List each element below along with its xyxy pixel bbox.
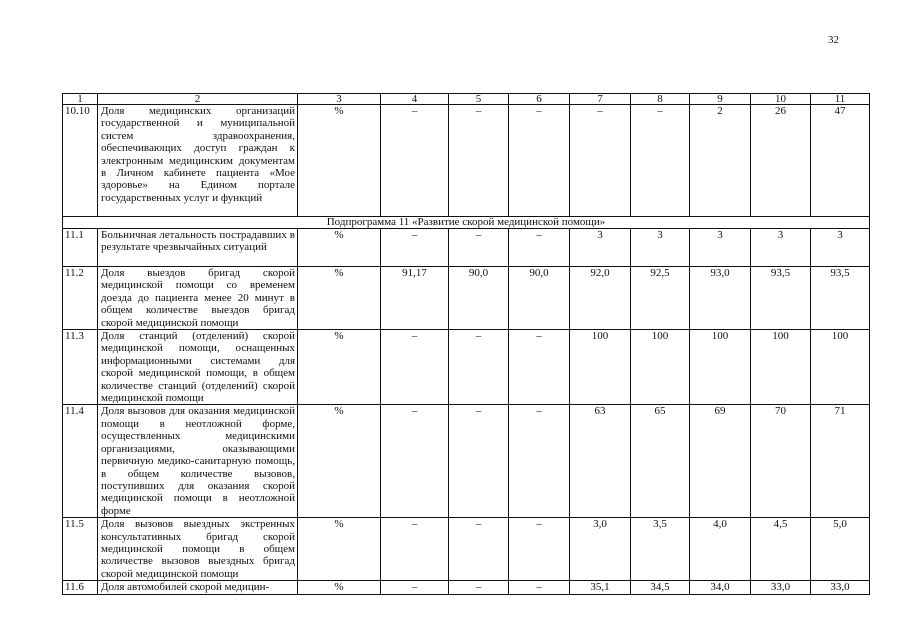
row-unit: %: [298, 581, 381, 594]
row-value: –: [631, 105, 690, 217]
row-value: 100: [631, 330, 690, 405]
row-value: 3,0: [570, 518, 631, 581]
row-id: 10.10: [63, 105, 98, 217]
row-value: –: [449, 405, 509, 518]
row-value: 3: [751, 229, 811, 267]
row-unit: %: [298, 229, 381, 267]
row-value: 71: [811, 405, 870, 518]
row-value: –: [381, 105, 449, 217]
row-description: Доля вызовов выездных экстренных консультативных бригад скорой медицинской помощи в общем количестве вызовов выездных бригад скорой медицинской помощи: [98, 518, 298, 581]
row-value: 47: [811, 105, 870, 217]
row-id: 11.4: [63, 405, 98, 518]
row-unit: %: [298, 405, 381, 518]
row-value: 70: [751, 405, 811, 518]
column-number: 2: [98, 94, 298, 105]
column-number: 6: [509, 94, 570, 105]
indicator-table: [62, 93, 870, 595]
row-value: 3: [631, 229, 690, 267]
column-number: 9: [690, 94, 751, 105]
row-value: 33,0: [751, 581, 811, 594]
row-value: 63: [570, 405, 631, 518]
row-id: 11.3: [63, 330, 98, 405]
column-number: 4: [381, 94, 449, 105]
row-unit: %: [298, 518, 381, 581]
row-value: 4,5: [751, 518, 811, 581]
row-description: Доля автомобилей скорой медицин-: [98, 581, 298, 594]
row-value: –: [509, 518, 570, 581]
row-value: –: [509, 581, 570, 594]
row-value: 34,0: [690, 581, 751, 594]
column-number: 11: [811, 94, 870, 105]
row-value: –: [381, 229, 449, 267]
row-value: 3: [811, 229, 870, 267]
column-number: 1: [63, 94, 98, 105]
row-value: –: [509, 405, 570, 518]
row-value: 35,1: [570, 581, 631, 594]
row-value: 92,5: [631, 267, 690, 330]
column-number: 10: [751, 94, 811, 105]
row-value: 65: [631, 405, 690, 518]
row-unit: %: [298, 105, 381, 217]
row-value: –: [381, 330, 449, 405]
row-value: 2: [690, 105, 751, 217]
row-value: 100: [690, 330, 751, 405]
row-value: 5,0: [811, 518, 870, 581]
row-value: 90,0: [509, 267, 570, 330]
row-value: 3: [570, 229, 631, 267]
row-unit: %: [298, 330, 381, 405]
table-row: [63, 267, 870, 330]
table-row: [63, 330, 870, 405]
table-header-row: [63, 94, 870, 105]
row-value: –: [449, 581, 509, 594]
column-number: 3: [298, 94, 381, 105]
row-description: Доля вызовов для оказания медицинской помощи в неотложной форме, осуществленных медицинскими организациями, оказывающими первичную медико-санитарную помощь, в общем количестве вызовов, поступивших для оказания скорой медицинской помощи в неотложной форме: [98, 405, 298, 518]
row-value: 93,5: [751, 267, 811, 330]
row-value: –: [509, 229, 570, 267]
table-row: [63, 105, 870, 217]
row-value: –: [381, 518, 449, 581]
table-row: [63, 405, 870, 518]
row-value: 90,0: [449, 267, 509, 330]
row-value: 4,0: [690, 518, 751, 581]
row-value: 3: [690, 229, 751, 267]
row-unit: %: [298, 267, 381, 330]
section-title: Подпрограмма 11 «Развитие скорой медицинской помощи»: [63, 217, 870, 229]
row-value: –: [570, 105, 631, 217]
row-value: 3,5: [631, 518, 690, 581]
row-value: –: [449, 330, 509, 405]
row-description: Доля медицинских организаций государственной и муниципальной систем здравоохранения, обеспечивающих доступ граждан к электронным медицинским документам в Личном кабинете пациента «Мое здоровье» на Едином портале государственных услуг и функций: [98, 105, 298, 217]
table-row: [63, 581, 870, 594]
table-row: [63, 518, 870, 581]
row-id: 11.2: [63, 267, 98, 330]
row-description: Больничная летальность пострадавших в результате чрезвычайных ситуаций: [98, 229, 298, 267]
row-value: –: [449, 518, 509, 581]
row-value: –: [381, 405, 449, 518]
page-number: 32: [828, 34, 839, 46]
row-id: 11.5: [63, 518, 98, 581]
row-value: –: [509, 105, 570, 217]
row-value: 100: [751, 330, 811, 405]
row-value: 92,0: [570, 267, 631, 330]
row-value: 26: [751, 105, 811, 217]
row-value: –: [449, 105, 509, 217]
row-id: 11.6: [63, 581, 98, 594]
column-number: 8: [631, 94, 690, 105]
table-row: [63, 229, 870, 267]
row-value: 100: [570, 330, 631, 405]
row-description: Доля выездов бригад скорой медицинской помощи со временем доезда до пациента менее 20 минут в общем количестве выездов бригад скорой медицинской помощи: [98, 267, 298, 330]
row-value: 33,0: [811, 581, 870, 594]
row-value: 93,0: [690, 267, 751, 330]
row-id: 11.1: [63, 229, 98, 267]
row-description: Доля станций (отделений) скорой медицинской помощи, оснащенных информационными системами для скорой медицинской помощи, в общем количестве станций (отделений) скорой медицинской помощи: [98, 330, 298, 405]
column-number: 7: [570, 94, 631, 105]
section-header-row: [63, 217, 870, 229]
column-number: 5: [449, 94, 509, 105]
row-value: 100: [811, 330, 870, 405]
row-value: 34,5: [631, 581, 690, 594]
row-value: 93,5: [811, 267, 870, 330]
row-value: –: [381, 581, 449, 594]
row-value: –: [449, 229, 509, 267]
row-value: 69: [690, 405, 751, 518]
row-value: 91,17: [381, 267, 449, 330]
row-value: –: [509, 330, 570, 405]
